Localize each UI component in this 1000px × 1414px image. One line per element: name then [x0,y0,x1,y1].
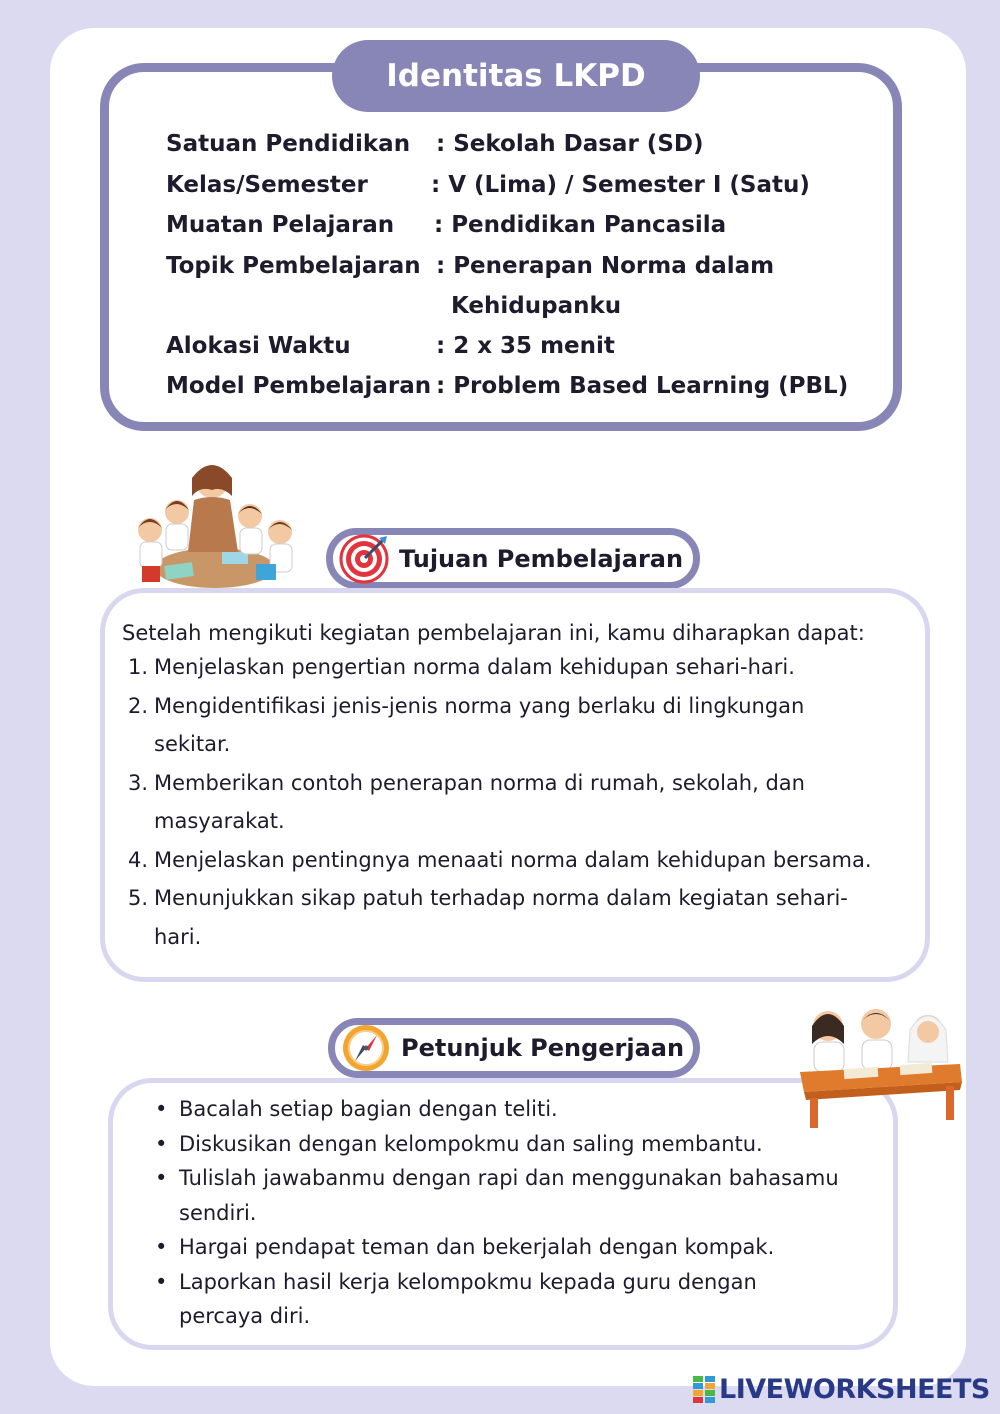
item-text: Tulislah jawabanmu dengan rapi dan menggunakan bahasamu [179,1166,839,1190]
petunjuk-title: Petunjuk Pengerjaan [401,1034,685,1062]
item-text-continued: percaya diri. [179,1304,311,1328]
identity-value-continued: Kehidupanku [451,293,622,319]
list-item [128,764,928,841]
item-text: Bacalah setiap bagian dengan teliti. [179,1097,558,1121]
item-text-continued: hari. [154,924,202,949]
item-text: Hargai pendapat teman dan bekerjalah dengan kompak. [179,1235,775,1259]
item-number: 3. [128,770,149,795]
teacher-students-illustration [130,456,300,592]
liveworksheets-text: LIVEWORKSHEETS [719,1374,990,1405]
petunjuk-list [153,1092,893,1334]
list-item [128,879,928,956]
target-icon [339,534,389,584]
item-text: Menjelaskan pentingnya menaati norma dalam kehidupan bersama. [154,847,872,872]
item-text: Diskusikan dengan kelompokmu dan saling membantu. [179,1131,763,1156]
item-number: 5. [128,886,149,910]
list-item [153,1265,893,1334]
item-text-continued: masyarakat. [154,809,285,833]
item-number: 4. [128,847,149,872]
petunjuk-heading [328,1018,700,1078]
list-item [128,841,928,880]
compass-icon [341,1023,391,1073]
list-item [128,687,928,764]
tujuan-list [128,648,928,956]
item-text: Memberikan contoh penerapan norma di rumah, sekolah, dan [154,770,805,795]
item-text: Laporkan hasil kerja kelompokmu kepada guru dengan [179,1269,757,1294]
item-text-continued: sekitar. [154,732,231,756]
list-item [153,1127,893,1162]
tujuan-intro: Setelah mengikuti kegiatan pembelajaran ini, kamu diharapkan dapat: [122,621,865,645]
item-number: 2. [128,693,149,718]
item-text: Menjelaskan pengertian norma dalam kehidupan sehari-hari. [154,655,795,679]
tujuan-heading [326,528,700,589]
identity-value: : Pendidikan Pancasila [434,212,727,238]
item-text: Menunjukkan sikap patuh terhadap norma dalam kegiatan sehari- [154,886,848,910]
identity-label: Model Pembelajaran [166,373,432,399]
identity-value: : 2 x 35 menit [436,333,615,359]
liveworksheets-mark-icon [693,1376,715,1404]
item-text-continued: sendiri. [179,1200,257,1225]
list-item [153,1092,893,1127]
identity-label: Satuan Pendidikan [166,131,411,157]
identity-label: Muatan Pelajaran [166,212,395,238]
list-item [153,1230,893,1265]
liveworksheets-logo [693,1374,990,1405]
identity-label: Alokasi Waktu [166,333,351,359]
identity-label: Kelas/Semester [166,172,368,198]
list-item [128,648,928,687]
item-number: 1. [128,655,149,679]
identity-value: : Penerapan Norma dalam [436,253,775,279]
tujuan-title: Tujuan Pembelajaran [399,544,684,573]
item-text: Mengidentifikasi jenis-jenis norma yang berlaku di lingkungan [154,693,805,718]
identity-value: : Problem Based Learning (PBL) [436,373,849,399]
identity-value: : Sekolah Dasar (SD) [436,131,704,157]
identity-title: Identitas LKPD [332,40,700,112]
identity-label: Topik Pembelajaran [166,253,421,279]
list-item [153,1161,893,1230]
identity-value: : V (Lima) / Semester I (Satu) [431,172,810,198]
